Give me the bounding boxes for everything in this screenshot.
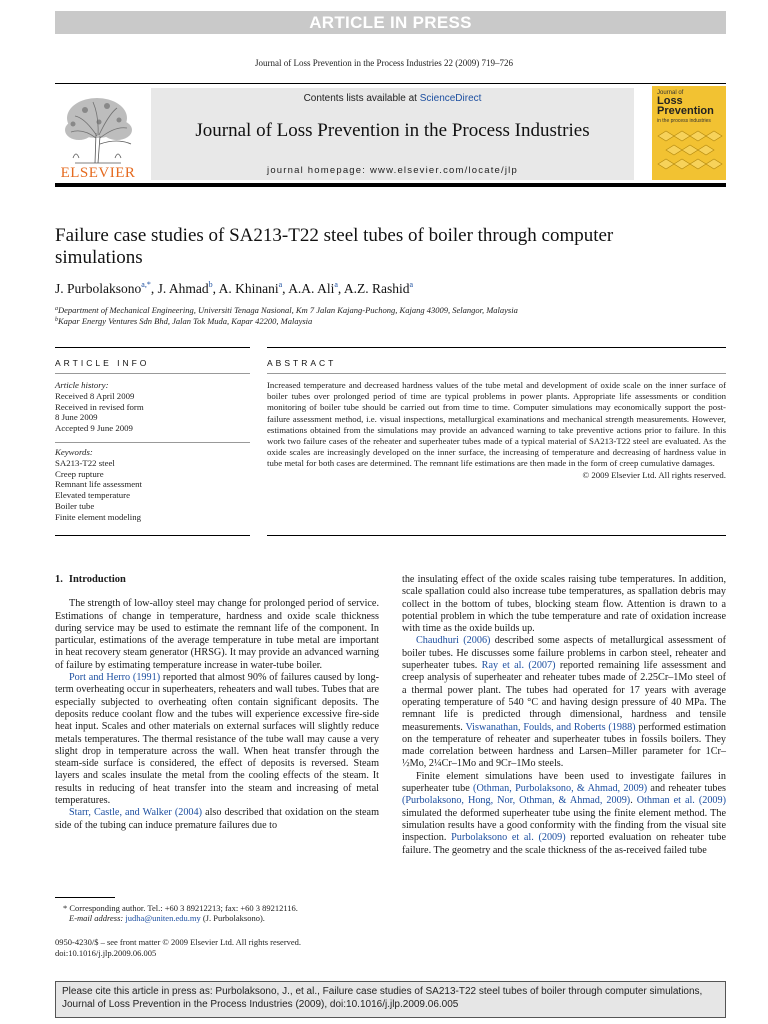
author-list: J. Purbolaksono$^{a,*}$, J. Ahmad$^b$, A. Khinani$^a$, A.A. Ali$^a$, A.Z. Rashid$^a$ [55, 280, 414, 296]
article-title: Failure case studies of SA213-T22 steel tubes of boiler through computer simulations [55, 225, 614, 268]
publisher-name: ELSEVIER [60, 165, 136, 181]
section-heading: 1. Introduction [55, 574, 126, 585]
keyword: Creep rupture [55, 468, 104, 479]
author: A.Z. Rashid [343, 281, 410, 296]
abstract-heading: ABSTRACT [267, 358, 337, 368]
cite-this-article-box: Please cite this article in press as: Purbolaksono, J., et al., Failure case studies of SA213-T22 steel tubes of boiler through computer simulations, Journal of Loss Prevention in the Process Industries (2009), doi:10.1016/j.jlp.2009.06.005 [55, 981, 726, 1018]
paragraph: Port and Herro (1991) reported that almost 90% of failures caused by long-term overheating occur in superheaters, reheaters and wall tubes. Tubes that are especially subjected to overheating often contain significant deposits. The deposits reduce coolant flow and the tubes will experience excessive fire-side heat input. Scales and other materials on external surfaces will slightly reduce metals temperatures. The thermal resistance of the tube wall may cause a very slight drop in temperature across the wall. When heat transfer through the steam-side surface is considered, the effect of deposits is reversed. Steam layers and scales insulate the metal from the cooling effects of the steam. It results in reducing of heat transfer into the steam and increasing of metal temperatures. [55, 672, 380, 807]
paragraph: the insulating effect of the oxide scales raising tube temperatures. In addition, scale spallation could also increase tube temperatures, as spallation debris may collect in the bottom of tubes, blocking steam flow. Attention is drawn to a potential problem in which the tube temperature and rate of oxidation increase with time as the oxide builds up. [402, 574, 726, 635]
author: J. Purbolaksono [55, 281, 142, 296]
corresponding-author-note: * Corresponding author. Tel.: +60 3 89212213; fax: +60 3 89212116. [63, 903, 298, 913]
article-in-press-banner: ARTICLE IN PRESS [55, 11, 726, 34]
affiliation: $^a$Department of Mechanical Engineering, Universiti Tenaga Nasional, Km 7 Jalan Kajang-Puchong, Kajang 43009, Selangor, Malaysia [55, 305, 518, 315]
cover-sub-text: in the process industries [657, 118, 711, 124]
author-sup[interactable]: a [334, 280, 338, 289]
body-column-left [55, 574, 379, 832]
doi-line[interactable]: doi:10.1016/j.jlp.2009.06.005 [55, 948, 157, 958]
divider [55, 373, 250, 374]
email-note: E-mail address: judha@uniten.edu.my (J. Purbolaksono). [69, 913, 265, 923]
article-info-block [55, 380, 250, 523]
abstract-text: Increased temperature and decreased hardness values of the tube metal and development of oxide scale on the inner surface of boiler tubes over prolonged period of time are typical problems in power plants. Appropriate life assessments or condition monitoring of boiler tube should be carried out from time to time. Computer simulations may economically support the post-failure assessment method, i.e. visual inspections, metallurgical examinations and mechanical strength measurements. However, estimations obtained from the simulations may provide an advanced warning to take preventive actions prior to failure. In this work two failure cases of the reheater and superheater tubes made of a typical material of SA213-T22 steel are evaluated. As the oxide scales are increasingly developed on the inner surface, the increasing of temperature and decreasing of hardness value in tube metal for both cases are determined. The remnant life estimations are then made in the form of creep cumulative damages. [267, 380, 726, 469]
author-sup[interactable]: a [409, 280, 414, 289]
keyword: Finite element modeling [55, 511, 141, 522]
divider [55, 442, 250, 443]
history-item: Received in revised form [55, 401, 144, 412]
keyword: Remnant life assessment [55, 479, 142, 490]
citation-link[interactable]: (Othman, Purbolaksono, & Ahmad, 2009) [473, 783, 648, 795]
issn-line: 0950-4230/$ – see front matter © 2009 Elsevier Ltd. All rights reserved. [55, 937, 302, 947]
keyword: Boiler tube [55, 500, 95, 511]
header-rule-bottom [55, 183, 726, 187]
author: A.A. Ali [288, 281, 335, 296]
article-info-heading: ARTICLE INFO [55, 358, 150, 368]
keyword: Elevated temperature [55, 490, 130, 501]
author: J. Ahmad [157, 281, 209, 296]
email-link[interactable]: judha@uniten.edu.my [125, 913, 201, 923]
header-rule-top [55, 83, 726, 84]
divider [267, 347, 726, 348]
history-label: Article history: [55, 380, 109, 390]
divider [55, 347, 250, 348]
paragraph: The strength of low-alloy steel may change for prolonged period of service. Estimations of change in temperature, hardness and oxide scale thickness during service may be used to estimate the remnant life of the component. In particular, estimations of the average temperature in tube metal are important in heat recovery steam generator (HRSG). It may provide an advanced warning of failure by estimating temperature increase in water-tube boiler. [55, 598, 379, 671]
cover-title: Loss Prevention [657, 95, 714, 117]
citation-link[interactable]: Starr, Castle, and Walker (2004) [69, 807, 203, 819]
citation-link[interactable]: Chaudhuri (2006) [416, 635, 491, 647]
divider [267, 535, 726, 536]
citation-link[interactable]: Othman et al. (2009) [636, 795, 727, 807]
citation-link[interactable]: Purbolaksono et al. (2009) [451, 832, 566, 844]
author-sup[interactable]: b [208, 280, 213, 289]
paragraph: Chaudhuri (2006) described some aspects of metallurgical assessment of boiler tubes. He discusses some failure problems in carbon steel, reheater and superheater tubes. Ray et al. (2007) reported remaining life assessment and creep analysis of superheater and reheater tubes made of 2.25Cr–1Mo steel of a thermal power plant. The tubes had operated for 17 years with average operating temperature of 540 °C and having design pressure of 40 MPa. The remnant life is predicted through dimensional, hardness and tensile measurements. Viswanathan, Foulds, and Roberts (1988) performed estimation on the temperature of reheater and superheater tubes in fossils boilers. They made correlation between hardness and Larsen–Miller parameter for 1Cr–½Mo, 2¼Cr–1Mo and 9Cr–1Mo steels. [402, 635, 727, 770]
history-item: Accepted 9 June 2009 [55, 423, 133, 434]
author: A. Khinani [218, 281, 279, 296]
journal-title: Journal of Loss Prevention in the Process Industries [195, 120, 590, 141]
author-sup[interactable]: a [278, 280, 283, 289]
affiliation: $^b$Kapar Energy Ventures Sdn Bhd, Jalan Tok Muda, Kapar 42200, Malaysia [55, 316, 313, 326]
citation-link[interactable]: Ray et al. (2007) [481, 660, 556, 672]
history-item: 8 June 2009 [55, 412, 98, 423]
citation-link[interactable]: Viswanathan, Foulds, and Roberts (1988) [465, 721, 636, 733]
journal-homepage[interactable]: journal homepage: www.elsevier.com/locate/jlp [267, 165, 518, 176]
body-column-right [402, 574, 726, 857]
journal-cover-image [652, 86, 726, 180]
citation-link[interactable]: Port and Herro (1991) [69, 672, 161, 684]
journal-citation: Journal of Loss Prevention in the Process Industries 22 (2009) 719–726 [255, 58, 513, 68]
contents-available-line: Contents lists available at ScienceDirect [303, 93, 482, 104]
sciencedirect-link[interactable]: ScienceDirect [419, 93, 482, 104]
abstract-copyright: © 2009 Elsevier Ltd. All rights reserved. [582, 469, 726, 480]
paragraph: Finite element simulations have been used to investigate failures in superheater tube (Othman, Purbolaksono, & Ahmad, 2009) and reheater tubes (Purbolaksono, Hong, Nor, Othman, & Ahmad, 2009). Othman et al. (2009) simulated the deformed superheater tube using the finite element method. The simulation results have a good conformity with the finding from the visual site inspection. Purbolaksono et al. (2009) reported evaluation on reheater tube failure. The geometry and the scale thickness of the as-received failed tube [402, 770, 727, 856]
history-item: Received 8 April 2009 [55, 390, 135, 401]
keywords-label: Keywords: [55, 446, 93, 457]
divider [267, 373, 726, 374]
cover-cube-pattern [652, 126, 726, 180]
divider [55, 535, 250, 536]
footnote-rule [55, 897, 115, 898]
citation-link[interactable]: (Purbolaksono, Hong, Nor, Othman, & Ahmad, 2009) [402, 795, 631, 807]
paragraph: Starr, Castle, and Walker (2004) also described that oxidation on the steam side of the tubing can induce premature failures due to [55, 807, 379, 831]
keyword: SA213-T22 steel [55, 457, 115, 468]
abstract-block [267, 380, 726, 481]
cover-small-text: Journal of [657, 90, 684, 96]
author-sup[interactable]: a,* [141, 280, 151, 289]
